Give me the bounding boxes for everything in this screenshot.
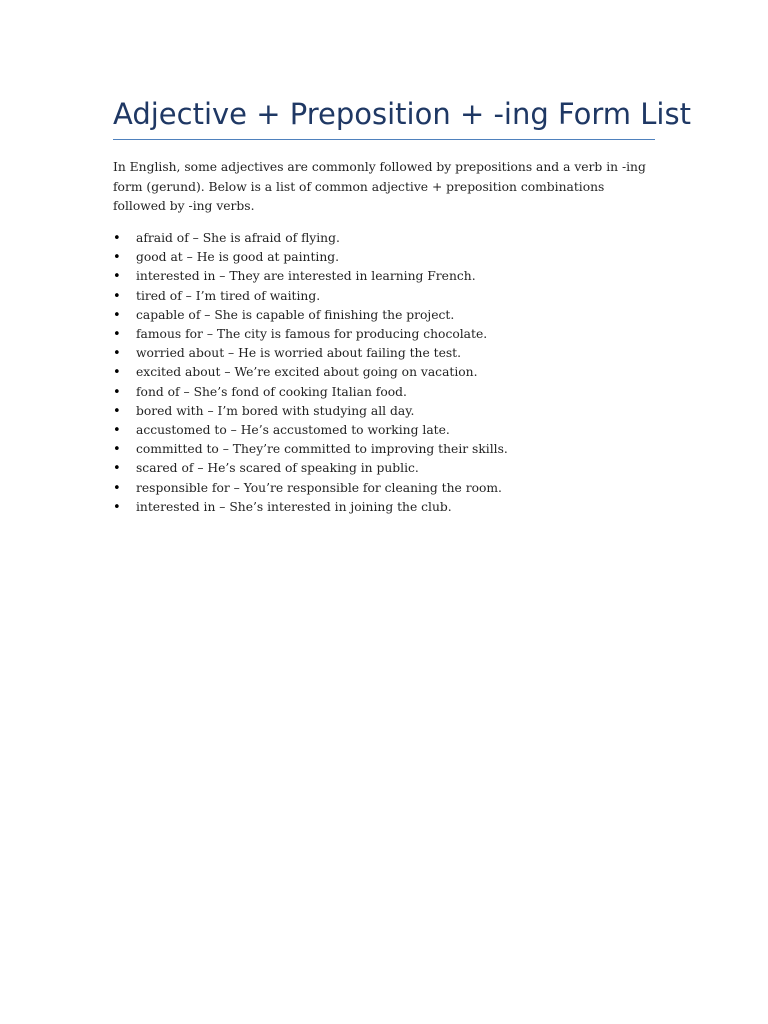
list-item-text: fond of – She’s fond of cooking Italian food.	[136, 384, 407, 399]
intro-paragraph: In English, some adjectives are commonly followed by prepositions and a verb in -ing form (gerund). Below is a list of common adjective + preposition combinations followed by -ing verbs.	[113, 160, 646, 213]
bullet-icon: •	[113, 365, 121, 381]
list-item-text: accustomed to – He’s accustomed to working late.	[136, 423, 450, 438]
list-item	[113, 383, 658, 402]
bullet-icon: •	[113, 403, 121, 419]
list-item-text: afraid of – She is afraid of flying.	[136, 231, 340, 245]
bullet-icon: •	[113, 250, 121, 266]
page-title: Adjective + Preposition + -ing Form List	[113, 97, 691, 131]
list-item-text: famous for – The city is famous for producing chocolate.	[136, 327, 488, 342]
bullet-icon: •	[113, 442, 121, 458]
bullet-icon: •	[113, 288, 121, 304]
list-item	[113, 440, 658, 459]
list-item	[113, 363, 658, 382]
bullet-icon: •	[113, 307, 121, 323]
bullet-icon: •	[113, 346, 121, 362]
bullet-icon: •	[113, 269, 121, 285]
list-item	[113, 248, 658, 267]
bullet-icon: •	[113, 461, 121, 477]
list-item	[113, 325, 658, 344]
list-item	[113, 267, 658, 286]
list-item-text: bored with – I’m bored with studying all day.	[136, 403, 415, 418]
list-item-text: scared of – He’s scared of speaking in public.	[136, 461, 419, 476]
list-item	[113, 421, 658, 440]
list-item	[113, 229, 658, 248]
adjective-preposition-list	[113, 229, 658, 517]
list-item-text: interested in – She’s interested in joining the club.	[136, 499, 452, 514]
list-item	[113, 459, 658, 478]
bullet-icon: •	[113, 384, 121, 400]
list-item	[113, 402, 658, 421]
list-item	[113, 479, 658, 498]
list-item-text: capable of – She is capable of finishing the project.	[136, 307, 455, 322]
list-item	[113, 498, 658, 517]
bullet-icon: •	[113, 499, 121, 515]
bullet-icon: •	[113, 231, 121, 246]
bullet-icon: •	[113, 327, 121, 343]
list-item	[113, 306, 658, 325]
title-underline	[113, 139, 655, 140]
list-item-text: good at – He is good at painting.	[136, 250, 340, 265]
list-item-text: committed to – They’re committed to improving their skills.	[136, 442, 508, 457]
list-item	[113, 344, 658, 363]
list-item-text: excited about – We’re excited about going on vacation.	[136, 365, 478, 380]
bullet-icon: •	[113, 423, 121, 439]
list-item-text: tired of – I’m tired of waiting.	[136, 288, 321, 303]
list-item-text: responsible for – You’re responsible for cleaning the room.	[136, 480, 502, 495]
list-item-text: interested in – They are interested in learning French.	[136, 269, 476, 284]
list-item-text: worried about – He is worried about failing the test.	[136, 346, 462, 361]
bullet-icon: •	[113, 480, 121, 496]
list-item	[113, 287, 658, 306]
